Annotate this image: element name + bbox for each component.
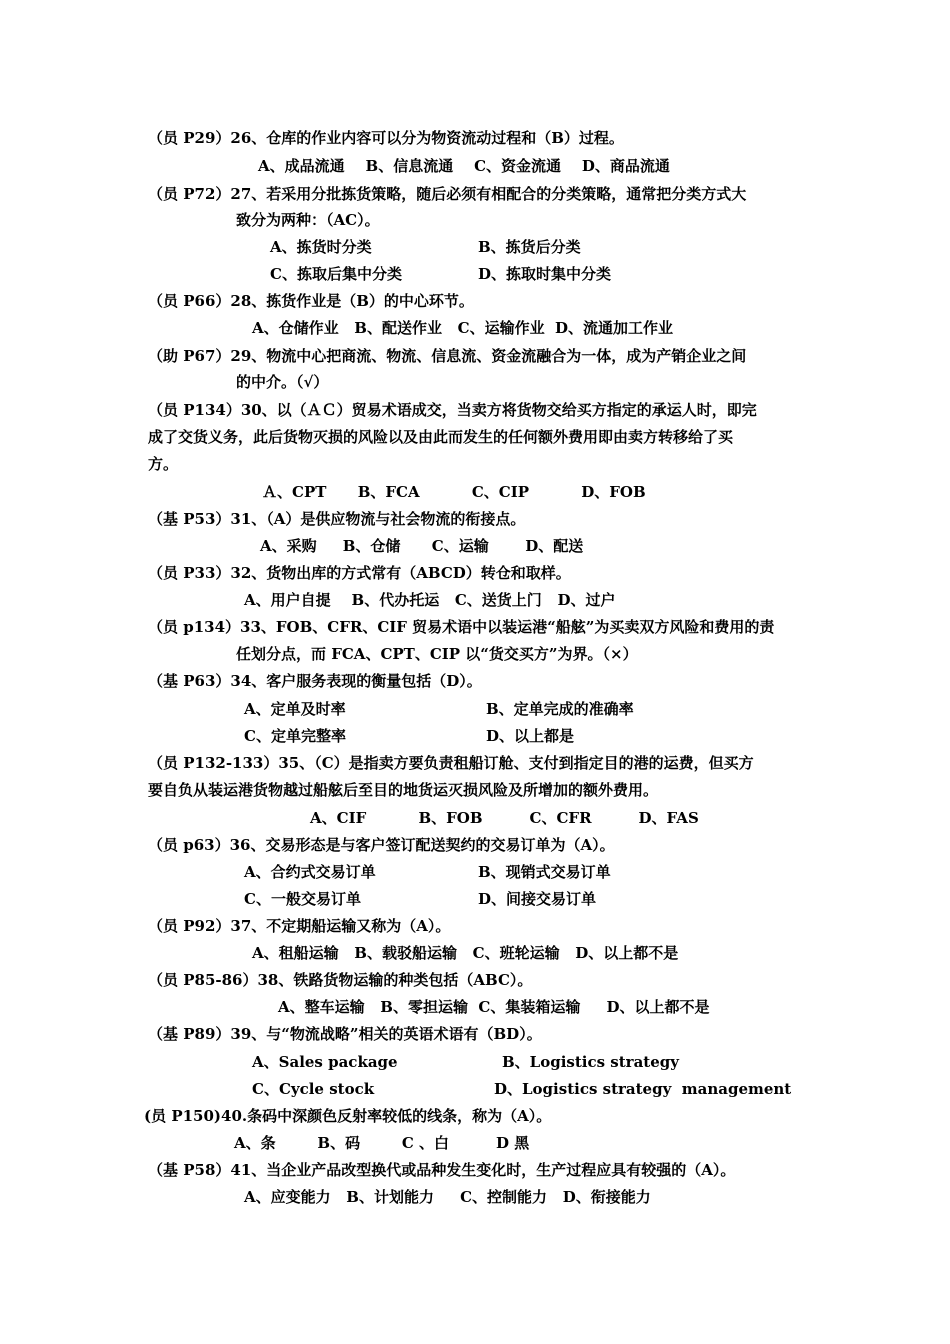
answer-options-line: B、现销式交易订单 — [478, 863, 611, 881]
question-text-line: （员 P134）30、以（ＡＣ）贸易术语成交，当卖方将货物交给买方指定的承运人时，即完 — [148, 401, 757, 419]
answer-options-line: A、成品流通 B、信息流通 C、资金流通 D、商品流通 — [258, 157, 670, 175]
answer-options-line: C、定单完整率 — [244, 727, 346, 745]
question-text-line: （员 P85-86）38、铁路货物运输的种类包括（ABC）。 — [148, 971, 533, 989]
answer-options-line: C、拣取后集中分类 — [270, 265, 402, 283]
answer-options-line: Ａ、CPT B、FCA C、CIP D、FOB — [262, 483, 646, 501]
question-text-line: 要自负从装运港货物越过船舷后至目的地货运灭损风险及所增加的额外费用。 — [148, 781, 659, 799]
question-text-line: （员 p134）33、FOB、CFR、CIF 贸易术语中以装运港“船舷”为买卖双方风险和费用的责 — [148, 618, 775, 636]
answer-options-line: B、Logistics strategy — [502, 1053, 679, 1071]
answer-options-line: D、以上都是 — [486, 727, 575, 745]
answer-options-line: A、Sales package — [252, 1053, 398, 1071]
answer-options-line: B、定单完成的准确率 — [486, 700, 634, 718]
answer-options-line: A、合约式交易订单 — [244, 863, 376, 881]
question-text-line: （员 P92）37、不定期船运输又称为（A）。 — [148, 917, 451, 935]
answer-options-line: A、采购 B、仓储 C、运输 D、配送 — [260, 537, 584, 555]
answer-options-line: C、一般交易订单 — [244, 890, 361, 908]
question-text-line: 任划分点，而 FCA、CPT、CIP 以“货交买方”为界。（×） — [236, 645, 638, 663]
answer-options-line: A、定单及时率 — [244, 700, 346, 718]
question-text-line: (员 P150)40.条码中深颜色反射率较低的线条，称为（A）。 — [144, 1107, 552, 1125]
question-text-line: （员 P72）27、若采用分批拣货策略，随后必须有相配合的分类策略，通常把分类方式大 — [148, 185, 747, 203]
answer-options-line: A、整车运输 B、零担运输 C、集装箱运输 D、以上都不是 — [278, 998, 710, 1016]
answer-options-line: D、间接交易订单 — [478, 890, 597, 908]
answer-options-line: A、仓储作业 B、配送作业 C、运输作业 D、流通加工作业 — [252, 319, 674, 337]
question-text-line: （员 P29）26、仓库的作业内容可以分为物资流动过程和（B）过程。 — [148, 129, 624, 147]
answer-options-line: A、用户自提 B、代办托运 C、送货上门 D、过户 — [244, 591, 616, 609]
question-text-line: （基 P58）41、当企业产品改型换代或品种发生变化时，生产过程应具有较强的（A）。 — [148, 1161, 736, 1179]
answer-options-line: A、应变能力 B、计划能力 C、控制能力 D、衔接能力 — [244, 1188, 651, 1206]
answer-options-line: C、Cycle stock — [252, 1080, 375, 1098]
answer-options-line: A、CIF B、FOB C、CFR D、FAS — [310, 809, 699, 827]
answer-options-line: D、Logistics strategy management — [494, 1080, 792, 1098]
question-text-line: （基 P53）31、（A）是供应物流与社会物流的衔接点。 — [148, 510, 526, 528]
answer-options-line: A、条 B、码 C 、白 D 黑 — [234, 1134, 530, 1152]
question-text-line: （基 P63）34、客户服务表现的衡量包括（D）。 — [148, 672, 482, 690]
question-text-line: 方。 — [148, 455, 179, 473]
answer-options-line: A、租船运输 B、载驳船运输 C、班轮运输 D、以上都不是 — [252, 944, 679, 962]
question-text-line: 的中介。（√） — [236, 373, 329, 391]
question-text-line: （基 P89）39、与“物流战略”相关的英语术语有（BD）。 — [148, 1025, 542, 1043]
answer-options-line: A、拣货时分类 — [270, 238, 372, 256]
answer-options-line: B、拣货后分类 — [478, 238, 581, 256]
question-text-line: 致分为两种：（AC）。 — [236, 211, 380, 229]
question-text-line: （员 P132-133）35、（C）是指卖方要负责租船订舱、支付到指定目的港的运费，但买方 — [148, 754, 754, 772]
answer-options-line: D、拣取时集中分类 — [478, 265, 612, 283]
question-text-line: （员 P66）28、拣货作业是（B）的中心环节。 — [148, 292, 474, 310]
question-text-line: （员 P33）32、货物出库的方式常有（ABCD）转仓和取样。 — [148, 564, 571, 582]
question-text-line: 成了交货义务，此后货物灭损的风险以及由此而发生的任何额外费用即由卖方转移给了买 — [148, 428, 734, 446]
question-text-line: （员 p63）36、交易形态是与客户签订配送契约的交易订单为（A）。 — [148, 836, 615, 854]
question-text-line: （助 P67）29、物流中心把商流、物流、信息流、资金流融合为一体，成为产销企业之间 — [148, 347, 747, 365]
